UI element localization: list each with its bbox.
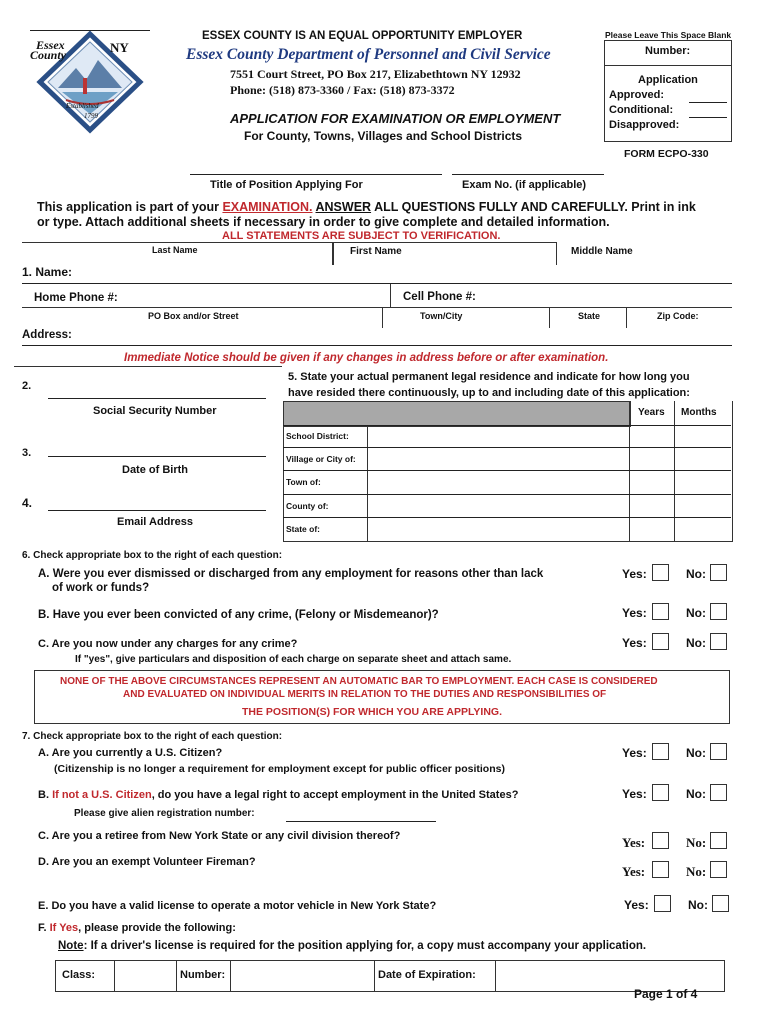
q7d-no-label: No: (686, 864, 707, 879)
q6a-no-checkbox[interactable] (710, 564, 727, 581)
q6a-yes-checkbox[interactable] (652, 564, 669, 581)
q7b-no-checkbox[interactable] (710, 784, 727, 801)
q6a-no-label: No: (686, 567, 706, 581)
office-conditional-line (689, 117, 727, 118)
q7e-no-label: No: (688, 898, 708, 912)
q6c-text: C. Are you now under any charges for any crime? (38, 638, 298, 650)
q7a-text: A. Are you currently a U.S. Citizen? (38, 747, 223, 759)
q7c-text: C. Are you a retiree from New York State or any civil division thereof? (38, 830, 401, 842)
verification-notice: ALL STATEMENTS ARE SUBJECT TO VERIFICATION. (222, 230, 501, 242)
license-class-input[interactable] (117, 965, 176, 987)
q7a-yes-checkbox[interactable] (652, 743, 669, 760)
q6c-yes-checkbox[interactable] (652, 633, 669, 650)
logo-established: Established (66, 102, 99, 110)
email-label: Email Address (117, 516, 194, 528)
state-of-label: State of: (286, 524, 320, 534)
town-city-label: Town/City (420, 311, 463, 321)
county-input[interactable] (370, 498, 629, 516)
q7f-rest: , please provide the following: (78, 922, 236, 934)
first-name-label: First Name (350, 246, 402, 257)
county-label: County of: (286, 501, 329, 511)
office-application-label: Application (638, 74, 698, 86)
row-line-5 (283, 517, 731, 518)
county-logo (28, 30, 148, 135)
item-3-number: 3. (22, 447, 32, 459)
q7b-condition: If not a U.S. Citizen (52, 789, 152, 801)
item-4-number: 4. (22, 496, 33, 510)
q7a-no-label: No: (686, 746, 706, 760)
dob-label: Date of Birth (122, 464, 188, 476)
row-line-3 (283, 470, 731, 471)
employer-line: ESSEX COUNTY IS AN EQUAL OPPORTUNITY EMPLOYER (202, 30, 523, 42)
phone-divider (390, 284, 391, 308)
office-approved-label: Approved: (609, 89, 664, 101)
leave-blank-label: Please Leave This Space Blank (605, 30, 732, 40)
q7b-text (38, 789, 518, 801)
q7f-prefix: F. (38, 922, 50, 934)
q7e-no-checkbox[interactable] (712, 895, 729, 912)
q6b-no-label: No: (686, 606, 706, 620)
form-title: APPLICATION FOR EXAMINATION OR EMPLOYMENT (230, 111, 561, 126)
zip-label: Zip Code: (657, 311, 699, 321)
intro-part2: ALL QUESTIONS FULLY AND CAREFULLY. Print in ink (371, 200, 696, 214)
page-number: Page 1 of 4 (634, 987, 698, 1001)
town-label: Town of: (286, 477, 321, 487)
intro-answer: ANSWER (315, 200, 372, 214)
position-title-label: Title of Position Applying For (210, 179, 363, 191)
school-district-input[interactable] (370, 428, 629, 446)
town-input[interactable] (370, 474, 629, 492)
q7c-no-checkbox[interactable] (710, 832, 727, 849)
position-title-line (190, 174, 442, 175)
q6b-text: B. Have you ever been convicted of any crime, (Felony or Misdemeanor)? (38, 609, 439, 621)
alien-registration-label: Please give alien registration number: (74, 808, 255, 819)
license-div-2 (176, 960, 177, 991)
intro-line-1 (37, 200, 696, 214)
q7e-text: E. Do you have a valid license to operate a motor vehicle in New York State? (38, 900, 437, 912)
home-phone-input[interactable] (130, 290, 384, 308)
address-row-bottom (22, 345, 732, 346)
license-number-label: Number: (180, 969, 226, 981)
license-number-input[interactable] (233, 965, 373, 987)
intro-line-2: or type. Attach additional sheets if necessary in order to give complete and detailed information. (37, 215, 610, 229)
license-expiration-label: Date of Expiration: (378, 969, 476, 981)
q6c-no-checkbox[interactable] (710, 633, 727, 650)
cell-phone-label: Cell Phone #: (403, 291, 476, 303)
name-label: 1. Name: (22, 265, 73, 279)
alien-registration-input[interactable] (286, 806, 438, 822)
q6a-line-1: A. Were you ever dismissed or discharged from any employment for reasons other than lack (38, 568, 544, 580)
dob-input[interactable] (48, 438, 270, 456)
item-2-number: 2. (22, 380, 32, 392)
months-header: Months (681, 407, 717, 418)
exam-number-input[interactable] (452, 158, 606, 175)
last-name-label: Last Name (152, 245, 198, 255)
state-input[interactable] (370, 521, 629, 539)
email-line (48, 510, 266, 511)
logo-year: 1799 (84, 112, 98, 120)
q6c-no-label: No: (686, 636, 706, 650)
address-change-notice: Immediate Notice should be given if any changes in address before or after examination. (124, 352, 609, 364)
alien-registration-line (286, 821, 436, 822)
village-label: Village or City of: (286, 454, 356, 464)
q7f-condition: If Yes (49, 922, 79, 934)
q7b-rest: , do you have a legal right to accept employment in the United States? (151, 789, 519, 801)
q6a-yes-label: Yes: (622, 567, 647, 581)
logo-text-bottom: County (30, 48, 67, 62)
name-input[interactable] (80, 264, 724, 282)
q6-notice-line-1: NONE OF THE ABOVE CIRCUMSTANCES REPRESENT AN AUTOMATIC BAR TO EMPLOYMENT. EACH CASE IS CONSIDERED (60, 676, 658, 687)
form-subtitle: For County, Towns, Villages and School Districts (244, 129, 523, 143)
q7b-yes-label: Yes: (622, 787, 647, 801)
logo-text-top: Essex (36, 38, 65, 52)
position-title-input[interactable] (190, 158, 444, 175)
q7b-yes-checkbox[interactable] (652, 784, 669, 801)
license-expiration-input[interactable] (498, 965, 722, 987)
intro-part1: This application is part of your (37, 200, 223, 214)
license-div-3 (230, 960, 231, 991)
q6-notice-line-2: AND EVALUATED ON INDIVIDUAL MERITS IN RELATION TO THE DUTIES AND RESPONSIBILITIES OF (123, 689, 607, 700)
q7-header: 7. Check appropriate box to the right of each question: (22, 731, 283, 742)
cell-phone-input[interactable] (490, 290, 724, 308)
row-line-2 (283, 447, 731, 448)
office-number-divider (605, 65, 731, 66)
q6c-detail: If "yes", give particulars and disposition of each charge on separate sheet and attach same. (75, 654, 512, 665)
name-row-bottom (22, 283, 732, 284)
q7e-yes-label: Yes: (624, 898, 649, 912)
q7d-yes-label: Yes: (622, 864, 646, 879)
logo-state: NY (110, 40, 129, 55)
q7c-no-label: No: (686, 835, 707, 850)
months-col-divider (674, 401, 675, 542)
q6b-yes-checkbox[interactable] (652, 603, 669, 620)
exam-number-label: Exam No. (if applicable) (462, 179, 587, 191)
q6a-line-2: of work or funds? (52, 582, 150, 594)
q7b-no-label: No: (686, 787, 706, 801)
years-col-divider (629, 401, 630, 542)
row-line-4 (283, 494, 731, 495)
license-class-label: Class: (62, 969, 96, 981)
address-input[interactable] (80, 328, 724, 344)
school-district-label: School District: (286, 431, 349, 441)
addr-cell-town (383, 307, 550, 328)
q5-line-1: 5. State your actual permanent legal residence and indicate for how long you (288, 371, 690, 383)
address-label: Address: (22, 329, 72, 341)
q7c-yes-checkbox[interactable] (652, 832, 669, 849)
logo-top-rule (30, 30, 150, 31)
office-use-box (604, 40, 732, 142)
street-label: PO Box and/or Street (148, 311, 239, 321)
q7a-no-checkbox[interactable] (710, 743, 727, 760)
q6-header: 6. Check appropriate box to the right of each question: (22, 550, 283, 561)
office-conditional-label: Conditional: (609, 104, 674, 116)
license-div-4 (374, 960, 375, 991)
ssn-input[interactable] (48, 380, 270, 398)
q7d-yes-checkbox[interactable] (652, 861, 669, 878)
years-header: Years (638, 407, 665, 418)
department-address: 7551 Court Street, PO Box 217, Elizabethtown NY 12932 (230, 67, 521, 81)
village-input[interactable] (370, 451, 629, 469)
exam-number-line (452, 174, 604, 175)
q6c-yes-label: Yes: (622, 636, 647, 650)
office-number-label: Number: (645, 45, 691, 57)
department-name: Essex County Department of Personnel and Civil Service (186, 46, 551, 63)
license-note (58, 940, 646, 952)
license-div-1 (114, 960, 115, 991)
q7d-text: D. Are you an exempt Volunteer Fireman? (38, 856, 256, 868)
office-disapproved-label: Disapproved: (609, 119, 680, 131)
q7a-yes-label: Yes: (622, 746, 647, 760)
q6b-no-checkbox[interactable] (710, 603, 727, 620)
email-input[interactable] (48, 492, 270, 510)
license-note-label: Note (58, 940, 84, 952)
q7d-no-checkbox[interactable] (710, 861, 727, 878)
row-line-1 (283, 425, 731, 426)
intro-examination: EXAMINATION. (222, 200, 313, 214)
ssn-label: Social Security Number (93, 405, 217, 417)
q7c-yes-label: Yes: (622, 835, 646, 850)
office-approved-line (689, 102, 727, 103)
q6b-yes-label: Yes: (622, 606, 647, 620)
department-phone: Phone: (518) 873-3360 / Fax: (518) 873-3372 (230, 83, 455, 97)
dob-line (48, 456, 266, 457)
q7a-detail: (Citizenship is no longer a requirement for employment except for public officer positions) (54, 763, 505, 775)
home-phone-label: Home Phone #: (34, 292, 118, 304)
ssn-line (48, 398, 266, 399)
q7f-text (38, 922, 236, 934)
form-code: FORM ECPO-330 (624, 148, 709, 160)
license-div-5 (495, 960, 496, 991)
label-col-divider (367, 425, 368, 541)
q6-notice-line-3: THE POSITION(S) FOR WHICH YOU ARE APPLYING. (242, 706, 502, 718)
q5-line-2: have resided there continuously, up to and including date of this application: (288, 387, 690, 399)
q7e-yes-checkbox[interactable] (654, 895, 671, 912)
middle-name-label: Middle Name (571, 246, 633, 257)
state-label: State (578, 311, 601, 321)
q7b-prefix: B. (38, 789, 53, 801)
license-note-text: : If a driver's license is required for the position applying for, a copy must accompany your application. (83, 940, 647, 952)
